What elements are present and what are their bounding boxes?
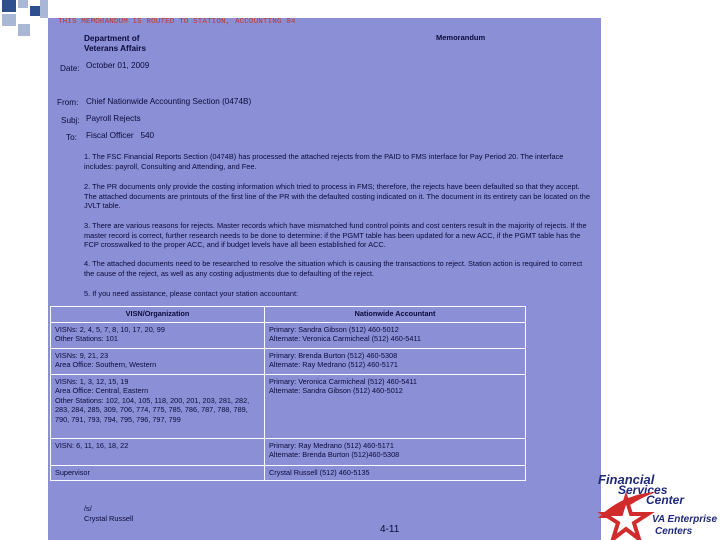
department-line-2: Veterans Affairs <box>84 44 147 53</box>
subj-label: Subj: <box>61 116 80 125</box>
table-row <box>51 349 526 375</box>
accountant-cell: Primary: Sandra Gibson (512) 460-5012 Alternate: Veronica Carmicheal (512) 460-5411 <box>265 323 526 349</box>
subj-value: Payroll Rejects <box>86 114 141 123</box>
table-row <box>51 375 526 439</box>
star-icon <box>604 498 648 539</box>
corner-decoration <box>18 0 28 8</box>
signature-block <box>84 504 133 523</box>
accountant-cell: Crystal Russell (512) 460-5135 <box>265 466 526 481</box>
corner-decoration <box>2 14 16 26</box>
accountant-cell: Primary: Veronica Carmicheal (512) 460-5411 Alternate: Sandra Gibson (512) 460-5012 <box>265 375 526 439</box>
column-header-organization: VISN/Organization <box>51 307 265 323</box>
paragraph-4: 4. The attached documents need to be researched to resolve the situation which is causing the transactions to reject. Station action is required to correct the cause of the reject, as well as any costing adjustments due to defaulting of the reject. <box>84 259 583 278</box>
table-header-row <box>51 307 526 323</box>
logo-line-services: Services <box>618 483 668 497</box>
department-name <box>84 34 146 54</box>
date-label: Date: <box>60 64 80 73</box>
signature-name: Crystal Russell <box>84 513 134 523</box>
table-row <box>51 323 526 349</box>
corner-decoration <box>30 6 40 16</box>
department-line-1: Department of <box>84 34 140 43</box>
corner-decoration <box>40 0 48 18</box>
from-value: Chief Nationwide Accounting Section (0474B) <box>86 97 252 106</box>
to-label: To: <box>66 133 77 142</box>
logo-line-centers: Centers <box>655 526 693 537</box>
signature-mark: /s/ <box>84 504 92 513</box>
organization-cell: VISNs: 2, 4, 5, 7, 8, 10, 17, 20, 99 Other Stations: 101 <box>51 323 265 349</box>
from-label: From: <box>57 98 79 107</box>
paragraph-1: 1. The FSC Financial Reports Section (0474B) has processed the attached rejects from the PAID to FMS interface for Pay Period 20. The interface includes: payroll, Consulting and Attending, and Fee. <box>84 152 564 171</box>
accountant-cell: Primary: Brenda Burton (512) 460-5308 Alternate: Ray Medrano (512) 460-5171 <box>265 349 526 375</box>
corner-decoration <box>2 0 16 12</box>
accountant-contact-table <box>50 306 526 481</box>
table-row <box>51 439 526 466</box>
column-header-accountant: Nationwide Accountant <box>265 307 526 323</box>
star-swoosh-icon <box>596 488 658 540</box>
memorandum-label: Memorandum <box>436 33 486 42</box>
paragraph-5: 5. If you need assistance, please contact your station accountant: <box>84 289 299 298</box>
date-value: October 01, 2009 <box>86 61 150 70</box>
table-row <box>51 466 526 481</box>
routing-line: THIS MEMORANDUM IS ROUTED TO STATION, ACCOUNTING 04 <box>58 18 296 26</box>
organization-cell: VISN: 6, 11, 16, 18, 22 <box>51 439 265 466</box>
corner-decoration <box>18 24 30 36</box>
page-number: 4-11 <box>380 524 400 535</box>
logo-line-financial: Financial <box>598 472 655 487</box>
organization-cell: Supervisor <box>51 466 265 481</box>
accountant-cell: Primary: Ray Medrano (512) 460-5171 Alternate: Brenda Burton (512)460-5308 <box>265 439 526 466</box>
organization-cell: VISNs: 9, 21, 23 Area Office: Southern, Western <box>51 349 265 375</box>
to-value: Fiscal Officer 540 <box>86 131 155 140</box>
logo-line-center: Center <box>646 493 685 507</box>
logo-line-va-enterprise: VA Enterprise <box>652 514 718 525</box>
paragraph-3: 3. There are various reasons for rejects. Master records which have mismatched fund control points and cost centers result in the majority of rejects. If the master record is correct, further research needs to be done to determine: if the PGMT table has been updated for a new ACC, if the PGMT table has the FCP crosswalked to the proper ACC, and if budget levels have all been established for ACC. <box>84 221 587 250</box>
paragraph-2: 2. The PR documents only provide the costing information which tried to process in FMS; therefore, the rejects have been defaulted so that they accept. The attached documents are printouts of the first line of the PR with the defaulted costing indicated on it. The document in its entirety can be located on the JVLT table. <box>84 182 591 211</box>
organization-cell: VISNs: 1, 3, 12, 15, 19 Area Office: Central, Eastern Other Stations: 102, 104, 105, 118, 200, 201, 203, 281, 282, 283, 284, 285, 309, 706, 774, 775, 785, 786, 787, 788, 789, 790, 791, 793, 794, 795, 796, 797, 799 <box>51 375 265 439</box>
